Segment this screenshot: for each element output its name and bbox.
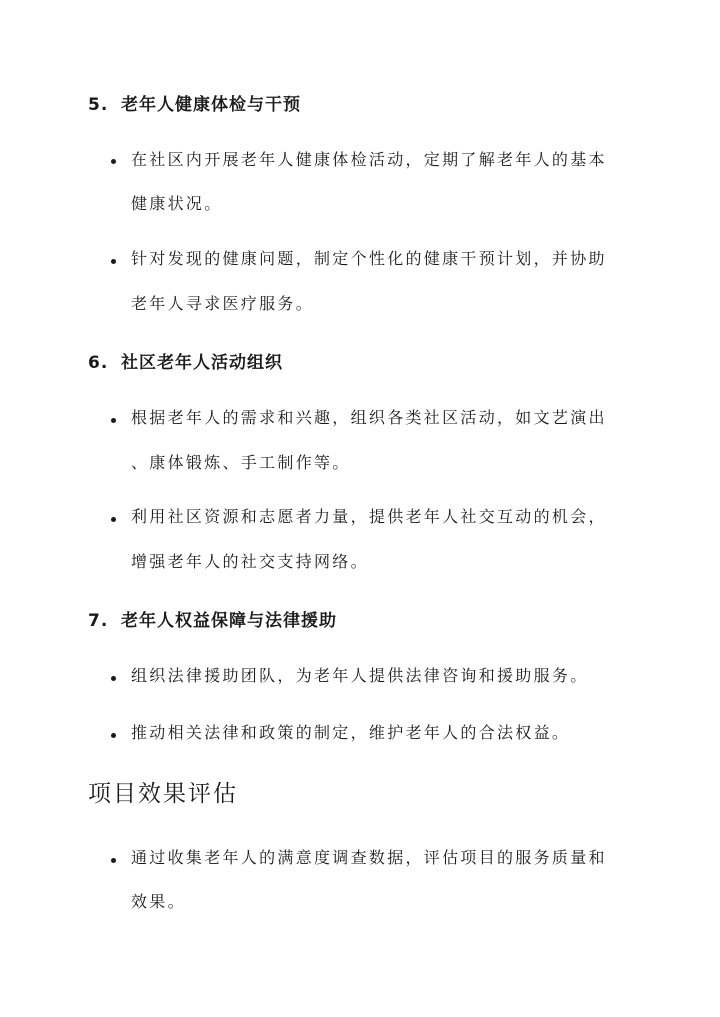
section-title: 老年人权益保障与法律援助 bbox=[121, 611, 337, 631]
bullet-icon bbox=[111, 517, 116, 522]
bullet-icon bbox=[111, 676, 116, 681]
evaluation-heading: 项目效果评估 bbox=[88, 781, 238, 807]
list-item-line: 组织法律援助团队，为老年人提供法律咨询和援助服务。 bbox=[131, 666, 589, 685]
list-item-line: 根据老年人的需求和兴趣，组织各类社区活动，如文艺演出 bbox=[131, 408, 607, 427]
list-item-line: 健康状况。 bbox=[131, 194, 223, 213]
bullet-icon bbox=[111, 259, 116, 264]
list-item-line: 推动相关法律和政策的制定，维护老年人的合法权益。 bbox=[131, 723, 571, 742]
list-item-line: 在社区内开展老年人健康体检活动，定期了解老年人的基本 bbox=[131, 150, 607, 169]
section-number: 5. bbox=[88, 95, 109, 115]
section-heading-6 bbox=[88, 348, 283, 373]
section-title: 老年人健康体检与干预 bbox=[121, 95, 301, 115]
list-item-line: 效果。 bbox=[131, 892, 186, 911]
bullet-icon bbox=[111, 418, 116, 423]
section-title: 社区老年人活动组织 bbox=[121, 353, 283, 373]
section-number: 6. bbox=[88, 353, 109, 373]
section-heading-7 bbox=[88, 606, 337, 631]
list-item-line: 通过收集老年人的满意度调查数据，评估项目的服务质量和 bbox=[131, 848, 607, 867]
list-item-line: 增强老年人的社交支持网络。 bbox=[131, 552, 369, 571]
section-number: 7. bbox=[88, 611, 109, 631]
list-item-line: 老年人寻求医疗服务。 bbox=[131, 294, 315, 313]
bullet-icon bbox=[111, 858, 116, 863]
list-item-line: 利用社区资源和志愿者力量，提供老年人社交互动的机会， bbox=[131, 507, 607, 526]
section-heading-5 bbox=[88, 90, 301, 115]
list-item-line: 、康体锻炼、手工制作等。 bbox=[131, 453, 351, 472]
list-item-line: 针对发现的健康问题，制定个性化的健康干预计划，并协助 bbox=[131, 249, 607, 268]
bullet-icon bbox=[111, 733, 116, 738]
bullet-icon bbox=[111, 159, 116, 164]
